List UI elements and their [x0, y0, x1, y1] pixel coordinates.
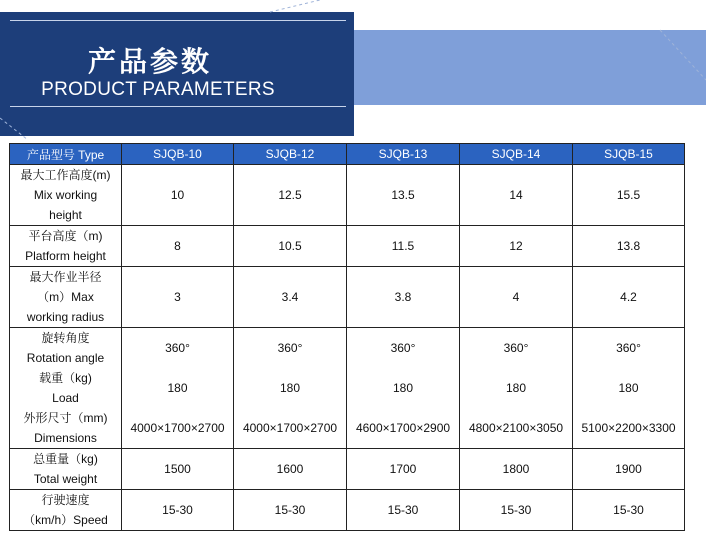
- value-cell: 3: [122, 267, 234, 328]
- dimensions-value: 4000×1700×2700: [242, 421, 338, 435]
- load-value: 180: [167, 381, 188, 395]
- row-label-line: height: [49, 208, 82, 222]
- rotation-value: 360°: [390, 341, 416, 355]
- header-type-cell: 产品型号 Type: [10, 144, 122, 165]
- row-label-line: Rotation angle: [26, 351, 105, 365]
- banner-title-chinese: 产品参数: [87, 45, 212, 78]
- table-row-speed: [10, 490, 685, 531]
- row-label-cell: [10, 490, 122, 531]
- row-label-line: Mix working: [33, 188, 98, 202]
- value-cell: 8: [122, 226, 234, 267]
- value-cell: 15-30: [573, 490, 685, 531]
- header-model-cell: SJQB-10: [122, 144, 234, 165]
- value-cell: 15-30: [460, 490, 573, 531]
- table-row-platform-height: [10, 226, 685, 267]
- dimensions-value: 4600×1700×2900: [355, 421, 451, 435]
- value-cell: 3.8: [347, 267, 460, 328]
- row-label-line: 外形尺寸（mm): [23, 411, 108, 425]
- value-cell: 10.5: [234, 226, 347, 267]
- rotation-value: 360°: [503, 341, 529, 355]
- row-label-line: 最大作业半径: [29, 270, 102, 284]
- value-cell: 13.8: [573, 226, 685, 267]
- value-cell: [234, 328, 347, 449]
- value-cell: 15-30: [234, 490, 347, 531]
- header-model-cell: SJQB-12: [234, 144, 347, 165]
- product-parameters-table: [9, 143, 685, 531]
- row-label-line: Platform height: [25, 249, 106, 263]
- table-header-row: [10, 144, 685, 165]
- row-label-cell: [10, 449, 122, 490]
- decorative-dashed-lines: [0, 0, 706, 140]
- row-label-line: 最大工作高度(m): [20, 168, 111, 182]
- value-cell: 1800: [460, 449, 573, 490]
- dimensions-value: 4800×2100×3050: [468, 421, 564, 435]
- value-cell: 15.5: [573, 165, 685, 226]
- value-cell: 12: [460, 226, 573, 267]
- value-cell: [573, 328, 685, 449]
- table-row-total-weight: [10, 449, 685, 490]
- row-label-line: Total weight: [33, 472, 98, 486]
- header-model-cell: SJQB-14: [460, 144, 573, 165]
- row-label-cell: [10, 267, 122, 328]
- load-value: 180: [392, 381, 414, 395]
- value-cell: 1600: [234, 449, 347, 490]
- table-row-max-height: [10, 165, 685, 226]
- table-row-working-radius: [10, 267, 685, 328]
- load-value: 180: [505, 381, 527, 395]
- dimensions-value: 5100×2200×3300: [581, 421, 676, 435]
- value-cell: 1700: [347, 449, 460, 490]
- row-label-cell: [10, 226, 122, 267]
- value-cell: 4.2: [573, 267, 685, 328]
- value-cell: 15-30: [122, 490, 234, 531]
- value-cell: 11.5: [347, 226, 460, 267]
- value-cell: [347, 328, 460, 449]
- row-label-line: Dimensions: [34, 431, 97, 445]
- table-row-rotation-load-dimensions: [10, 328, 685, 449]
- row-label-line: 总重量（kg): [33, 452, 98, 466]
- dimensions-value: 4000×1700×2700: [130, 421, 225, 435]
- value-cell: 14: [460, 165, 573, 226]
- banner-title-english: PRODUCT PARAMETERS: [41, 79, 275, 100]
- row-label-line: （km/h）Speed: [23, 513, 108, 527]
- rotation-value: 360°: [616, 341, 641, 355]
- row-label-cell: [10, 165, 122, 226]
- value-cell: 1500: [122, 449, 234, 490]
- load-value: 180: [618, 381, 639, 395]
- row-label-line: 旋转角度: [41, 331, 90, 345]
- row-label-line: 平台高度（m): [28, 229, 103, 243]
- header-model-cell: SJQB-13: [347, 144, 460, 165]
- value-cell: 3.4: [234, 267, 347, 328]
- row-label-line: Load: [52, 391, 79, 405]
- row-label-cell: [10, 328, 122, 449]
- value-cell: 4: [460, 267, 573, 328]
- row-label-line: working radius: [26, 310, 105, 324]
- value-cell: [122, 328, 234, 449]
- value-cell: 10: [122, 165, 234, 226]
- row-label-line: 行驶速度: [41, 493, 90, 507]
- value-cell: 13.5: [347, 165, 460, 226]
- rotation-value: 360°: [165, 341, 190, 355]
- rotation-value: 360°: [277, 341, 303, 355]
- value-cell: 12.5: [234, 165, 347, 226]
- row-label-line: 载重（kg): [39, 371, 92, 385]
- value-cell: 1900: [573, 449, 685, 490]
- load-value: 180: [279, 381, 301, 395]
- row-label-line: （m）Max: [37, 290, 94, 304]
- value-cell: [460, 328, 573, 449]
- header-model-cell: SJQB-15: [573, 144, 685, 165]
- value-cell: 15-30: [347, 490, 460, 531]
